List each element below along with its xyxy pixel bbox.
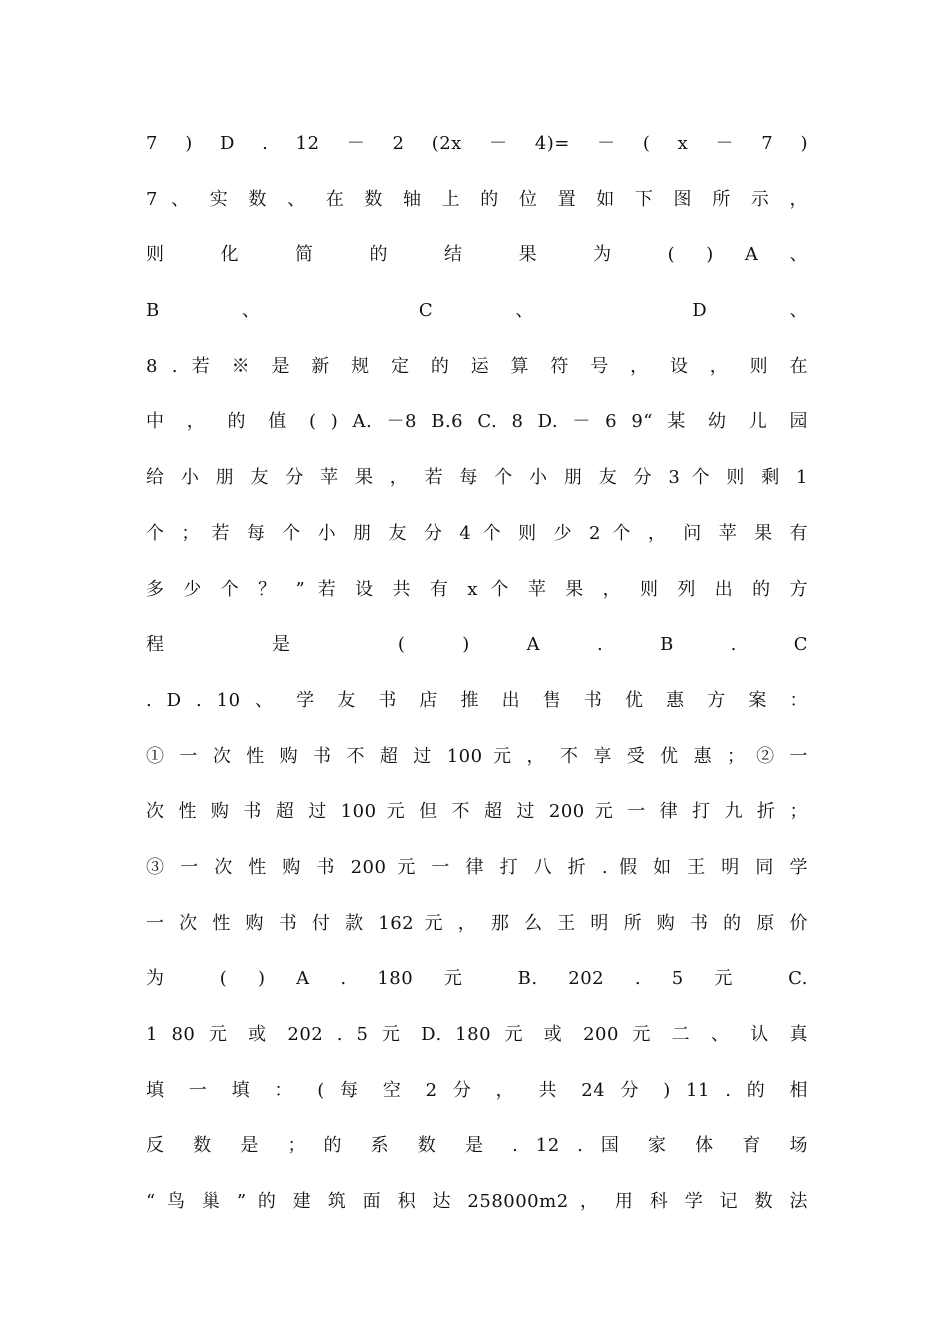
text-line-19: 反 数 是 ； 的 系 数 是 . 12 . 国 家 体 育 场 <box>146 1135 808 1157</box>
text-line-11: . D . 10 、 学 友 书 店 推 出 售 书 优 惠 方 案 ： <box>146 689 808 711</box>
text-line-10: 程 是 ( ) A . B . C <box>146 634 808 656</box>
text-line-1: 7 ) D . 12 － 2 (2x － 4)= － ( x － 7 ) <box>146 133 808 154</box>
text-line-16: 为 ( ) A . 180 元 B. 202 . 5 元 C. <box>146 968 808 990</box>
text-line-18: 填 一 填 ： ( 每 空 2 分 ， 共 24 分 ) 11 . 的 相 <box>146 1079 808 1101</box>
text-line-17: 1 80 元 或 202 . 5 元 D. 180 元 或 200 元 二 、 认 真 <box>146 1024 808 1045</box>
text-line-3: 则 化 简 的 结 果 为 ( ) A 、 <box>146 244 808 266</box>
text-line-12: ① 一 次 性 购 书 不 超 过 100 元 ， 不 享 受 优 惠 ； ② 一 <box>146 745 808 767</box>
text-line-4: B 、 C 、 D 、 <box>146 300 808 322</box>
text-line-14: ③ 一 次 性 购 书 200 元 一 律 打 八 折 . 假 如 王 明 同 学 <box>146 856 808 878</box>
text-line-9: 多 少 个 ？ ” 若 设 共 有 x 个 苹 果 ， 则 列 出 的 方 <box>146 578 808 600</box>
text-line-2: 7 、 实 数 、 在 数 轴 上 的 位 置 如 下 图 所 示 ， <box>146 188 808 210</box>
text-line-6: 中 ， 的 值 ( ) A. －8 B.6 C. 8 D. － 6 9“ 某 幼 儿 园 <box>146 411 808 433</box>
text-line-20: “ 鸟 巢 ” 的 建 筑 面 积 达 258000m2 ， 用 科 学 记 数 法 <box>146 1191 808 1213</box>
text-line-13: 次 性 购 书 超 过 100 元 但 不 超 过 200 元 一 律 打 九 折 ； <box>146 801 808 823</box>
text-line-8: 个 ； 若 每 个 小 朋 友 分 4 个 则 少 2 个 ， 问 苹 果 有 <box>146 522 808 544</box>
text-line-7: 给 小 朋 友 分 苹 果 ， 若 每 个 小 朋 友 分 3 个 则 剩 1 <box>146 467 808 489</box>
text-line-15: 一 次 性 购 书 付 款 162 元 ， 那 么 王 明 所 购 书 的 原 价 <box>146 912 808 934</box>
text-line-5: 8 . 若 ※ 是 新 规 定 的 运 算 符 号 ， 设 ， 则 在 <box>146 355 808 377</box>
body-text <box>146 122 808 1236</box>
